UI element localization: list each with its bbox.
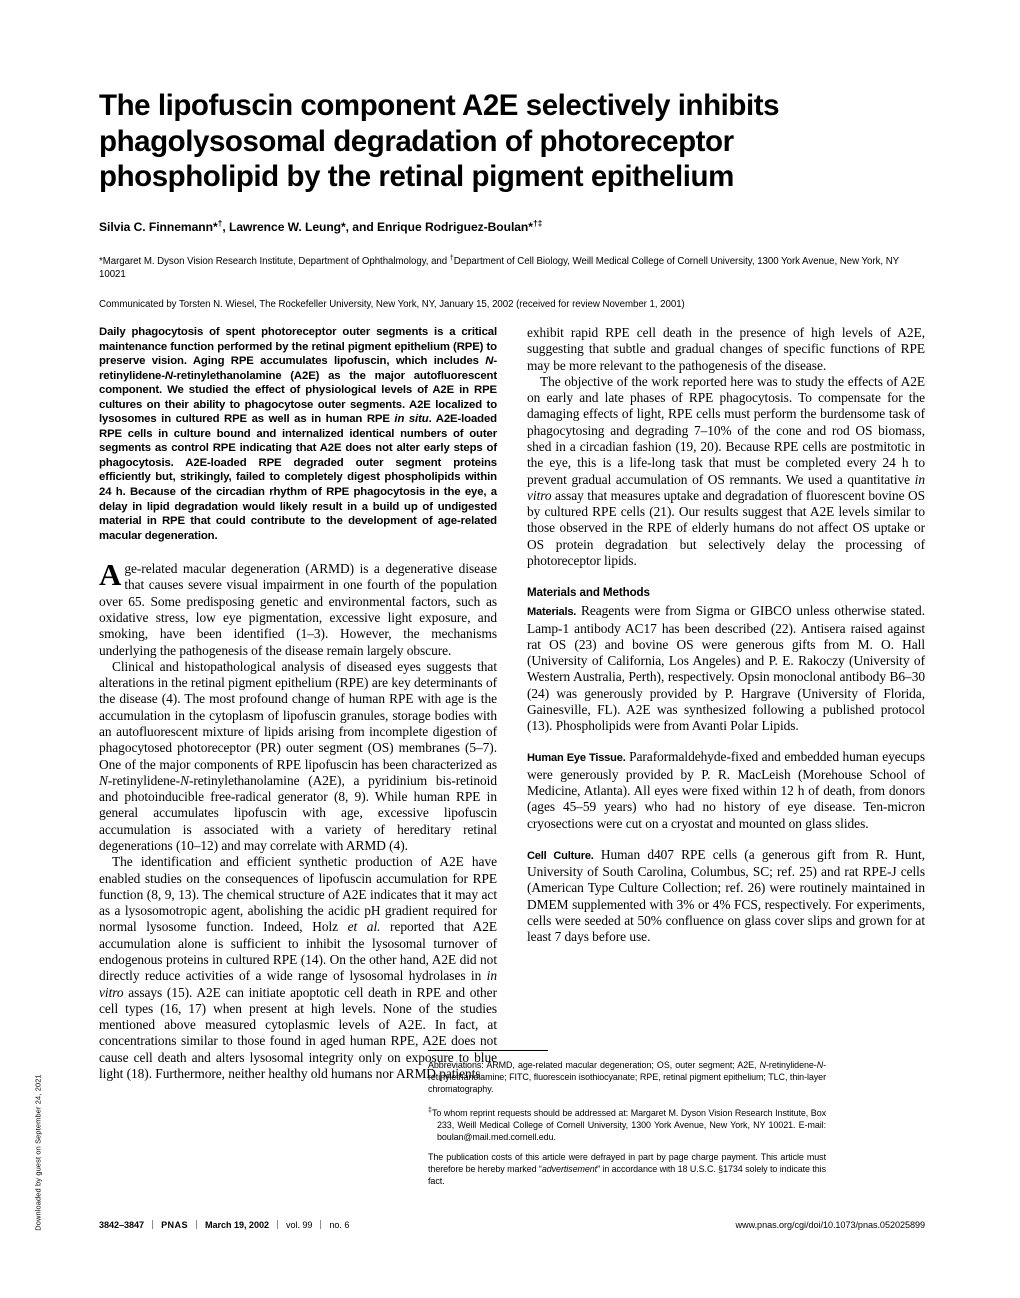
footer-volume: vol. 99 bbox=[285, 1220, 313, 1230]
intro-paragraph-5: The objective of the work reported here was to study the effects of A2E on early and late phases of RPE phagocytosis. To compensate for the damaging effects of light, RPE cells must perform the burdensome task of phagocytosing and degrading 7–10% of the cone and rod OS biomass, shed in a circadian fashion (19, 20). Because RPE cells are postmitotic in the eye, this is a life-long task that must be completed every 24 h to prevent gradual accumulation of OS remnants. We used a quantitative in vitro assay that measures uptake and degradation of fluorescent bovine OS by cultured RPE cells (21). Our results suggest that A2E levels similar to those observed in the RPE of elderly humans do not affect OS uptake or OS protein degradation but selectively delay the processing of photoreceptor lipids. bbox=[527, 373, 925, 568]
footnote-divider bbox=[428, 1050, 548, 1051]
subsection-human-eye-tissue bbox=[527, 749, 925, 831]
download-stamp: Downloaded by guest on September 24, 2021 bbox=[33, 1074, 43, 1231]
footnote-abbreviations: Abbreviations: ARMD, age-related macular degeneration; OS, outer segment; A2E, N-retinylidene-N-retinylethanolamine; FITC, fluorescein isothiocyanate; RPE, retinal pigment epithelium; TLC, thin-layer chromatography. bbox=[428, 1060, 826, 1094]
footer-journal-name: PNAS bbox=[161, 1220, 188, 1230]
footer-doi-url[interactable]: www.pnas.org/cgi/doi/10.1073/pnas.052025899 bbox=[735, 1220, 925, 1230]
footer-page-range: 3842–3847 bbox=[99, 1220, 145, 1230]
article-header bbox=[99, 88, 925, 311]
subsection-materials bbox=[527, 603, 925, 734]
page-title: The lipofuscin component A2E selectively inhibits phagolysosomal degradation of photoreceptor phospholipid by the retinal pigment epithelium bbox=[99, 89, 780, 193]
subsection-cell-culture-text: Human d407 RPE cells (a generous gift from R. Hunt, University of South Carolina, Columbus, SC; ref. 25) and rat RPE-J cells (American Type Culture Collection; ref. 26) were routinely maintained in DMEM supplemented with 3% or 4% FCS, respectively. For experiments, cells were seeded at 50% confluence on glass cover slips and grown for at least 7 days before use. bbox=[527, 846, 925, 945]
communicated-by-text: Communicated by Torsten N. Wiesel, The Rockefeller University, New York, NY, January 15, 2002 (received for review November 1, 2001) bbox=[99, 299, 685, 311]
subsection-cell-culture bbox=[527, 847, 925, 946]
footnotes-block bbox=[428, 1050, 826, 1197]
subsection-human-eye-tissue-runin: Human Eye Tissue. bbox=[527, 752, 626, 765]
subsection-materials-text: Reagents were from Sigma or GIBCO unless otherwise stated. Lamp-1 antibody AC17 has been described (22). Antisera raised against rat OS (23) and bovine OS were generous gifts from M. O. Hall (University of California, Los Angeles) and P. E. Rakoczy (University of Western Australia, Perth), respectively. Opsin monoclonal antibody B6–30 (24) was generously provided by P. Hargrave (University of Florida, Gainesville, FL). A2E was synthesized following a published protocol (13). Phospholipids were from Avanti Polar Lipids. bbox=[527, 603, 925, 734]
section-heading-materials-and-methods: Materials and Methods bbox=[527, 586, 650, 600]
affiliation-text: *Margaret M. Dyson Vision Research Institute, Department of Ophthalmology, and †Department of Cell Biology, Weill Medical College of Cornell University, 1300 York Avenue, New York, NY 10021 bbox=[99, 252, 899, 280]
footer-separator bbox=[277, 1220, 278, 1229]
subsection-human-eye-tissue-text: Paraformaldehyde-fixed and embedded human eyecups were generously provided by P. R. MacLeish (Morehouse School of Medicine, Atlanta). All eyes were fixed within 12 h of death, from donors (ages 45–59 years) who had no history of eye disease. Ten-micron cryosections were cut on a cryostat and mounted on glass slides. bbox=[527, 749, 925, 831]
intro-paragraph-1-text: ge-related macular degeneration (ARMD) is a degenerative disease that causes severe visual impairment in one fourth of the population over 65. Some predisposing genetic and environmental factors, such as oxidative stress, low eye pigmentation, excessive light exposure, and smoking, have been identified (1–3). However, the mechanisms underlying the pathogenesis of the disease remain largely obscure. bbox=[99, 561, 497, 658]
footer-publication-date: March 19, 2002 bbox=[204, 1220, 269, 1230]
left-column bbox=[99, 325, 497, 1082]
intro-paragraph-1 bbox=[99, 557, 497, 659]
subsection-cell-culture-runin: Cell Culture. bbox=[527, 849, 594, 862]
footer-citation bbox=[99, 1219, 349, 1231]
page-footer bbox=[99, 1219, 925, 1231]
abstract-text: Daily phagocytosis of spent photoreceptor outer segments is a critical maintenance function performed by the retinal pigment epithelium (RPE) to preserve vision. Aging RPE accumulates lipofuscin, which includes N-retinylidene-N-retinylethanolamine (A2E) as the major autofluorescent component. We studied the effect of physiological levels of A2E in RPE cultures on their ability to phagocytose outer segments. A2E localized to lysosomes in cultured RPE as well as in human RPE in situ. A2E-loaded RPE cells in culture bound and internalized identical numbers of outer segments as control RPE indicating that A2E does not alter early steps of phagocytosis. A2E-loaded RPE degraded outer segment proteins efficiently but, strikingly, failed to completely digest phospholipids within 24 h. Because of the circadian rhythm of RPE phagocytosis in the eye, a delay in lipid degradation would likely result in a build up of undigested material in RPE that could contribute to the development of age-related macular degeneration. bbox=[99, 326, 497, 542]
intro-paragraph-2: Clinical and histopathological analysis of diseased eyes suggests that alterations in the retinal pigment epithelium (RPE) are key determinants of the disease (4). The most profound change of human RPE with age is the accumulation in the cytoplasm of lipofuscin granules, storage bodies with an autofluorescent mixture of lipids arising from incomplete digestion of phagocytosed photoreceptor (PR) outer segment (OS) membranes (5–7). One of the major components of RPE lipofuscin has been characterized as N-retinylidene-N-retinylethanolamine (A2E), a pyridinium bis-retinoid and photoinducible free-radical generator (8, 9). While human RPE in general accumulates lipofuscin with age, excessive lipofuscin accumulation is associated with a variety of hereditary retinal degenerations (10–12) and may correlate with ARMD (4). bbox=[99, 658, 497, 853]
drop-cap: A bbox=[99, 557, 122, 593]
intro-paragraph-3: The identification and efficient synthetic production of A2E have enabled studies on the consequences of lipofuscin accumulation for RPE function (8, 9, 13). The chemical structure of A2E indicates that it may act as a lysosomotropic agent, abolishing the acidic pH gradient required for normal lysosome function. Indeed, Holz et al. reported that A2E accumulation alone is sufficient to inhibit the lysosomal turnover of endogenous proteins in cultured RPE (14). On the other hand, A2E did not directly reduce activities of a wide range of lysosomal hydrolases in in vitro assays (15). A2E can initiate apoptotic cell death in RPE and other cell types (16, 17) when present at high levels. None of the studies mentioned above measured cytoplasmic levels of A2E. In fact, at concentrations similar to those found in aged human RPE, A2E does not cause cell death and alters lysosomal integrity only on exposure to blue light (18). Furthermore, neither healthy old humans nor ARMD patients bbox=[99, 854, 498, 1081]
footer-separator bbox=[152, 1220, 153, 1229]
footnote-correspondence: ‡To whom reprint requests should be addressed at: Margaret M. Dyson Vision Research Institute, Box 233, Weill Medical College of Cornell University, 1300 York Avenue, New York, NY 10021. E-mail: boulan@mail.med.cornell.edu. bbox=[428, 1106, 826, 1142]
subsection-materials-runin: Materials. bbox=[527, 606, 577, 619]
footer-separator bbox=[320, 1220, 321, 1229]
right-column bbox=[527, 325, 925, 946]
intro-paragraph-4: exhibit rapid RPE cell death in the presence of high levels of A2E, suggesting that subtle and gradual changes of specific functions of RPE may be more relevant to the pathogenesis of the disease. bbox=[527, 325, 925, 373]
footnote-publication-costs: The publication costs of this article were defrayed in part by page charge payment. This article must therefore be hereby marked “advertisement” in accordance with 18 U.S.C. §1734 solely to indicate this fact. bbox=[428, 1152, 826, 1187]
footer-separator bbox=[196, 1220, 197, 1229]
footer-issue: no. 6 bbox=[329, 1220, 350, 1230]
author-list: Silvia C. Finnemann*†, Lawrence W. Leung*, and Enrique Rodriguez-Boulan*†‡ bbox=[99, 217, 543, 234]
